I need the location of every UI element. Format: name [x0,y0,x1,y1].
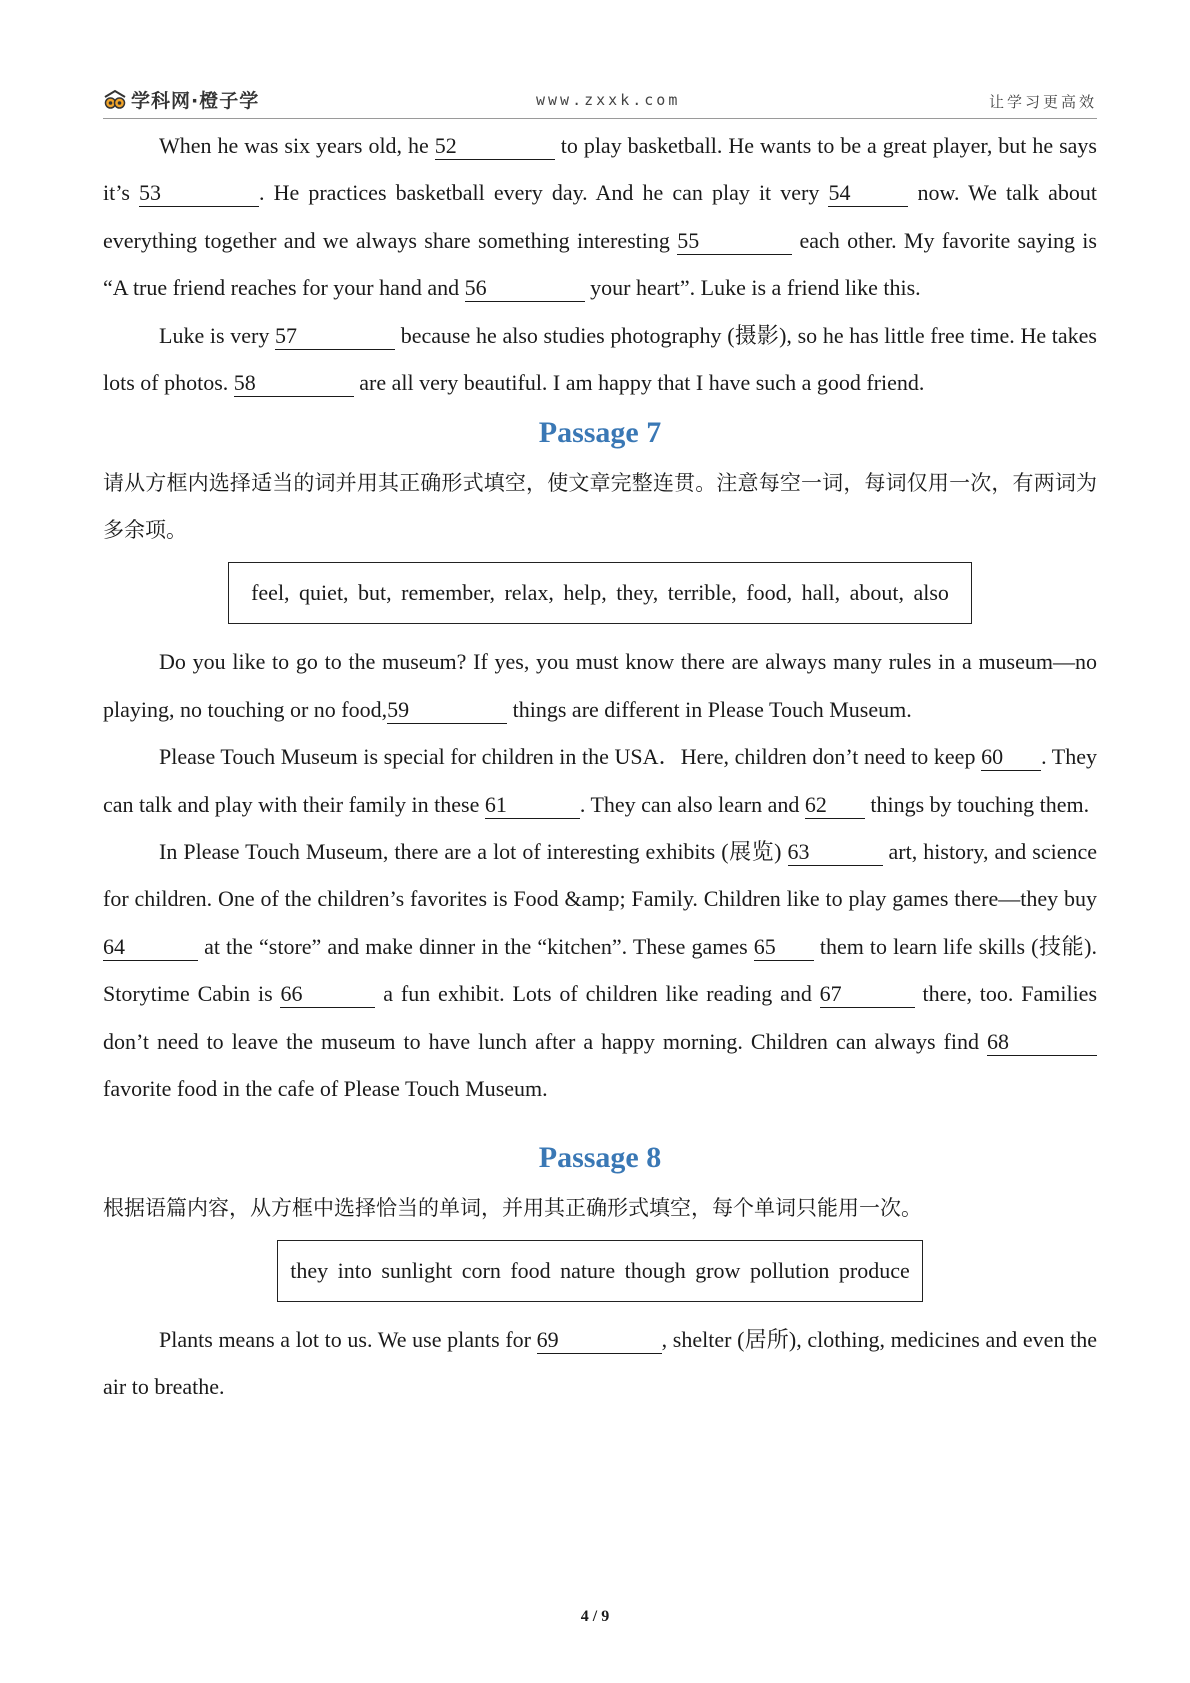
text: are all very beautiful. I am happy that I have such a good friend. [353,370,925,396]
passage-7-instruction: 请从方框内选择适当的词并用其正确形式填空，使文章完整连贯。注意每空一词，每词仅用一次，有两词为多余项。 [103,471,1097,543]
text: In Please Touch Museum, there are a lot of interesting exhibits (展览) [159,839,788,865]
text: because he also studies photography (摄影), so he has little free time. He takes lots of photos. [103,322,1097,396]
text: , shelter (居所), clothing, medicines and even the air to breathe. [103,1326,1097,1399]
document-body [103,122,1097,1410]
text: art, history, and science for children. One of the children’s favorites is Food &amp; Family. Children like to play games there—they buy [103,839,1098,912]
passage-7-paragraph-2 [103,733,1097,828]
blank-52[interactable]: 52 [435,133,555,160]
text: each other. My favorite saying is “A true friend reaches for your hand and [103,227,1097,301]
logo-text: 学科网·橙子学 [131,90,260,112]
blank-59[interactable]: 59 [387,697,507,724]
blank-65[interactable]: 65 [754,934,814,961]
blank-68[interactable]: 68 [987,1029,1097,1056]
blank-55[interactable]: 55 [677,228,792,255]
blank-64[interactable]: 64 [103,934,198,961]
blank-58[interactable]: 58 [234,370,354,397]
text: them to learn life skills (技能). Storytime Cabin is [103,933,1098,1007]
paragraph-luke-1 [103,122,1097,312]
text: . They can talk and play with their family in these [103,744,1097,817]
page-number: 4 / 9 [580,1608,610,1625]
site-slogan: 让学习更高效 [988,93,1097,111]
text: Do you like to go to the museum? If yes, you must know there are always many rules in a museum—no playing, no touching or no food, [103,649,1097,722]
text: When he was six years old, he [159,133,435,158]
blank-61[interactable]: 61 [485,792,580,819]
site-logo[interactable] [103,86,259,113]
passage-8-word-box: they into sunlight corn food nature though grow pollution produce [277,1240,923,1302]
blank-63[interactable]: 63 [788,839,883,866]
blank-56[interactable]: 56 [465,275,585,302]
text: things by touching them. [864,791,1090,817]
text: there, too. Families don’t need to leave the museum to have lunch after a happy morning. Children can always find [103,981,1098,1054]
passage-7-paragraph-3 [103,828,1097,1112]
text: Please Touch Museum is special for children in the USA．Here, children don’t need to keep [159,744,982,770]
blank-62[interactable]: 62 [805,792,865,819]
passage-8-instruction: 根据语篇内容，从方框中选择恰当的单词，并用其正确形式填空，每个单词只能用一次。 [103,1195,922,1220]
text: to play basketball. He wants to be a great player, but he says it’s [103,133,1097,206]
passage-8-title: Passage 8 [538,1140,662,1174]
text: a fun exhibit. Lots of children like reading and [375,981,820,1007]
blank-60[interactable]: 60 [981,744,1041,771]
text: . He practices basketball every day. And he can play it very [259,180,829,206]
text: favorite food in the cafe of Please Touch Museum. [103,1076,548,1102]
passage-7-paragraph-1 [103,638,1097,733]
blank-54[interactable]: 54 [828,180,908,207]
text: Plants means a lot to us. We use plants for [159,1326,537,1352]
blank-53[interactable]: 53 [139,180,259,207]
paragraph-luke-2 [103,312,1097,407]
blank-57[interactable]: 57 [275,323,395,350]
page-header [103,86,1097,119]
text: now. We talk about everything together and we always share something interesting [103,180,1097,253]
text: at the “store” and make dinner in the “kitchen”. These games [198,933,754,959]
text: things are different in Please Touch Museum. [507,696,912,722]
text: Luke is very [159,322,276,348]
text: . They can also learn and [579,791,805,817]
text: your heart”. Luke is a friend like this. [584,275,921,301]
passage-7-title: Passage 7 [538,416,662,450]
blank-67[interactable]: 67 [820,981,915,1008]
passage-7-word-box: feel, quiet, but, remember, relax, help, they, terrible, food, hall, about, also [228,562,972,624]
passage-8-paragraph-1 [103,1316,1097,1411]
site-url[interactable]: www.zxxk.com [536,91,681,109]
blank-69[interactable]: 69 [537,1327,662,1354]
owl-logo-icon [103,89,127,111]
blank-66[interactable]: 66 [280,981,375,1008]
